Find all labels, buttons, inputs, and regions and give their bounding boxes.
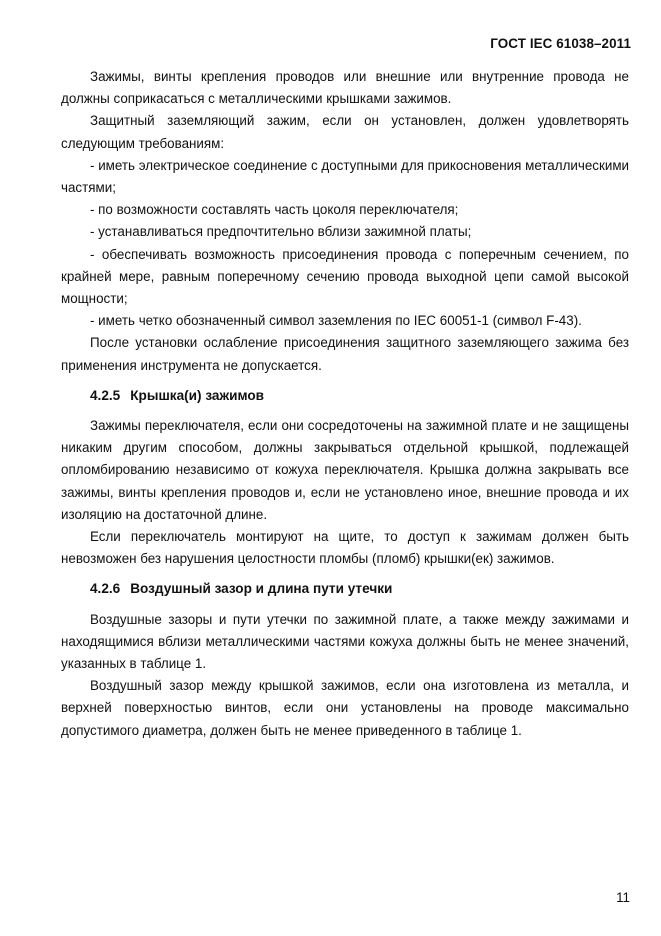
paragraph: Если переключатель монтируют на щите, то доступ к зажимам должен быть невозможен без нарушения целостности пломбы (пломб) крышки(ек) зажимов.: [61, 529, 629, 567]
document-body: [61, 66, 629, 742]
list-item: - иметь электрическое соединение с доступными для прикосновения металлическими частями;: [61, 157, 629, 196]
list-item: - иметь четко обозначенный символ заземления по IEC 60051-1 (символ F-43).: [90, 313, 582, 329]
list-item: - по возможности составлять часть цоколя переключателя;: [90, 202, 459, 218]
list-item: - устанавливаться предпочтительно вблизи зажимной платы;: [90, 224, 472, 240]
list-item: - обеспечивать возможность присоединения провода с поперечным сечением, по крайней мере, равным поперечному сечению провода выходной цепи самой высокой мощности;: [61, 246, 629, 307]
paragraph: Воздушный зазор между крышкой зажимов, если она изготовлена из металла, и верхней поверхностью винтов, если они установлены на проводе максимально допустимого диаметра, должен быть не менее приведенного в таблице 1.: [61, 678, 629, 738]
section-heading-4-2-6: [61, 578, 629, 600]
section-title: Крышка(и) зажимов: [130, 387, 264, 403]
page-number: 11: [616, 890, 630, 905]
paragraph: Защитный заземляющий зажим, если он установлен, должен удовлетворять следующим требованиям:: [61, 113, 629, 151]
section-number: 4.2.6: [90, 581, 121, 597]
section-number: 4.2.5: [90, 387, 121, 403]
section-heading-4-2-5: [61, 385, 629, 407]
paragraph: Зажимы переключателя, если они сосредоточены на зажимной плате и не защищены никаким другим способом, должны закрываться отдельной крышкой, подлежащей опломбированию независимо от кожуха переключателя. Крышка должна закрывать все зажимы, винты крепления проводов и, если не установлено иное, внешние провода и их изоляцию на достаточной длине.: [61, 418, 629, 522]
section-title: Воздушный зазор и длина пути утечки: [130, 581, 393, 597]
paragraph: После установки ослабление присоединения защитного заземляющего зажима без применения инструмента не допускается.: [61, 335, 629, 373]
paragraph: Воздушные зазоры и пути утечки по зажимной плате, а также между зажимами и находящимися вблизи металлическими частями кожуха должны быть не менее значений, указанных в таблице 1.: [61, 611, 629, 672]
document-header: ГОСТ IEC 61038–2011: [490, 36, 631, 51]
paragraph: Зажимы, винты крепления проводов или внешние или внутренние провода не должны соприкасаться с металлическими крышками зажимов.: [61, 69, 629, 107]
